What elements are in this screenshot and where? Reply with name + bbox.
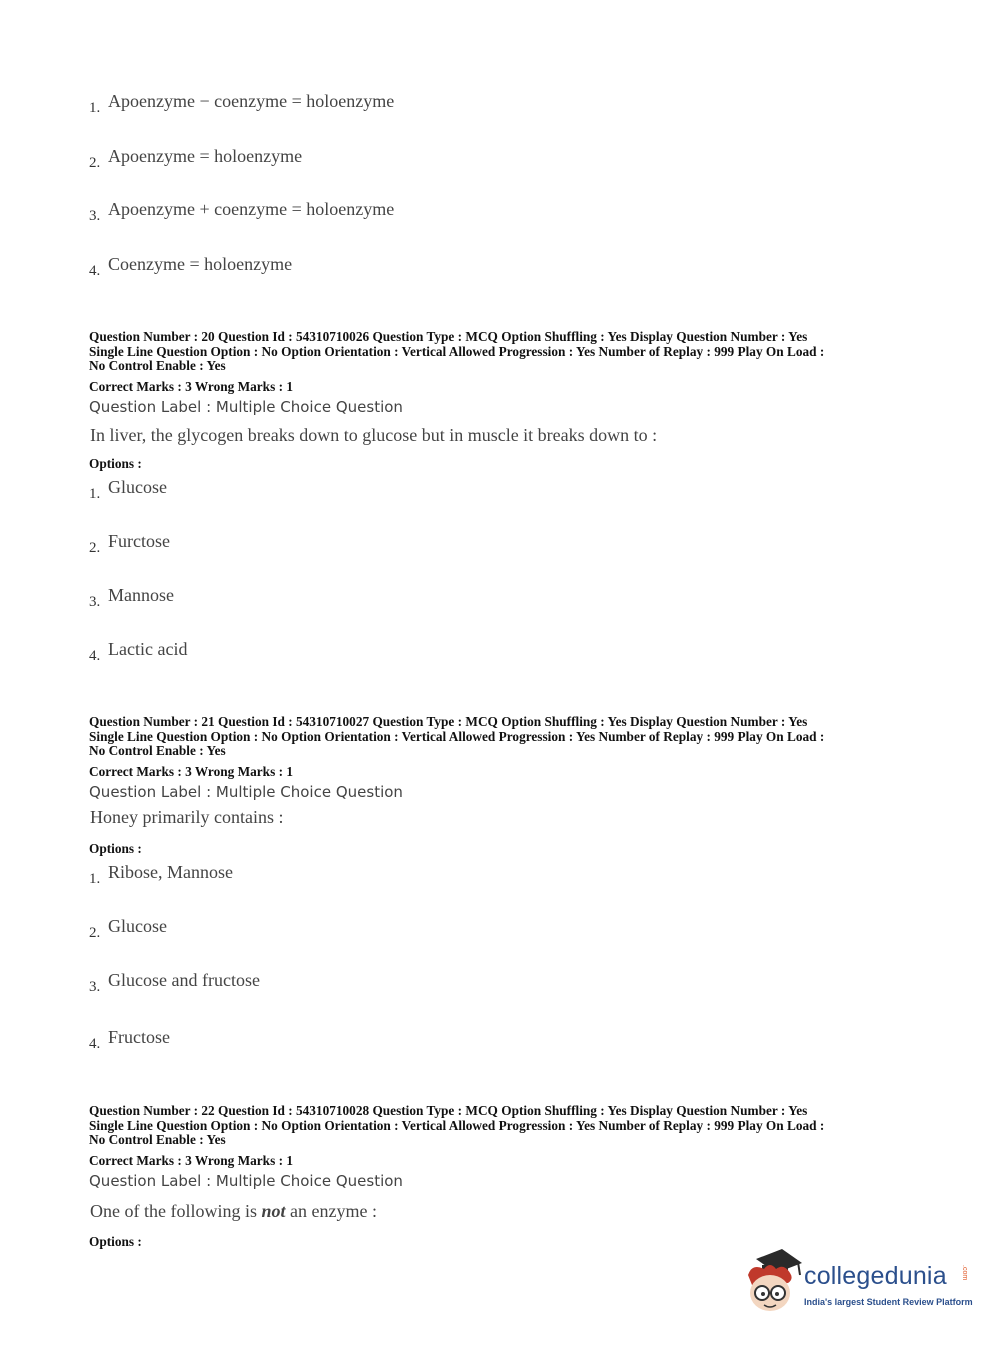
mascot-icon bbox=[742, 1249, 804, 1319]
question-text bbox=[90, 1201, 377, 1222]
options-heading: Options : bbox=[89, 841, 142, 856]
logo-com: .com bbox=[961, 1265, 968, 1281]
option-number: 2. bbox=[89, 155, 101, 171]
logo-tagline: India's largest Student Review Platform bbox=[804, 1297, 973, 1307]
question-metadata bbox=[89, 715, 919, 759]
option-number: 3. bbox=[89, 979, 101, 995]
option-text: Coenzyme = holoenzyme bbox=[108, 254, 293, 274]
question-label: Question Label : Multiple Choice Question bbox=[89, 1172, 403, 1190]
option-text: Apoenzyme + coenzyme = holoenzyme bbox=[108, 199, 395, 219]
meta-line: Single Line Question Option : No Option Orientation : Vertical Allowed Progression : Yes Number of Replay : 999 Play On Load : bbox=[89, 343, 825, 359]
option-number: 2. bbox=[89, 925, 101, 941]
option-text: Glucose and fructose bbox=[108, 970, 260, 990]
option-text: Ribose, Mannose bbox=[108, 862, 233, 882]
option-text: Lactic acid bbox=[108, 639, 188, 659]
meta-line: Question Number : 20 Question Id : 54310710026 Question Type : MCQ Option Shuffling : Yes Display Question Number : Yes bbox=[89, 329, 808, 344]
option-number: 1. bbox=[89, 871, 101, 887]
question-text-part: One of the following is bbox=[90, 1201, 262, 1221]
meta-line: No Control Enable : Yes bbox=[89, 358, 226, 374]
question-text: In liver, the glycogen breaks down to glucose but in muscle it breaks down to : bbox=[90, 425, 658, 445]
option-text: Apoenzyme − coenzyme = holoenzyme bbox=[108, 91, 395, 111]
question-metadata bbox=[89, 1104, 919, 1148]
option-text: Glucose bbox=[108, 477, 167, 497]
option-text: Mannose bbox=[108, 585, 174, 605]
marks-line: Correct Marks : 3 Wrong Marks : 1 bbox=[89, 764, 293, 779]
question-text-part: an enzyme : bbox=[285, 1201, 377, 1221]
marks-line: Correct Marks : 3 Wrong Marks : 1 bbox=[89, 379, 293, 394]
meta-line: Single Line Question Option : No Option Orientation : Vertical Allowed Progression : Yes Number of Replay : 999 Play On Load : bbox=[89, 1117, 825, 1133]
question-label: Question Label : Multiple Choice Question bbox=[89, 783, 403, 801]
question-text-emphasis: not bbox=[261, 1201, 286, 1221]
option-text: Fructose bbox=[108, 1027, 170, 1047]
option-number: 2. bbox=[89, 540, 101, 556]
collegedunia-logo bbox=[742, 1249, 972, 1319]
meta-line: No Control Enable : Yes bbox=[89, 743, 226, 759]
option-text: Apoenzyme = holoenzyme bbox=[108, 146, 303, 166]
meta-line: No Control Enable : Yes bbox=[89, 1132, 226, 1148]
question-metadata bbox=[89, 330, 919, 374]
meta-line: Single Line Question Option : No Option Orientation : Vertical Allowed Progression : Yes Number of Replay : 999 Play On Load : bbox=[89, 728, 825, 744]
option-number: 1. bbox=[89, 100, 101, 116]
logo-wordmark: collegedunia bbox=[804, 1262, 947, 1290]
option-text: Glucose bbox=[108, 916, 167, 936]
option-number: 3. bbox=[89, 594, 101, 610]
question-label: Question Label : Multiple Choice Question bbox=[89, 398, 403, 416]
option-number: 4. bbox=[89, 1036, 101, 1052]
marks-line: Correct Marks : 3 Wrong Marks : 1 bbox=[89, 1153, 293, 1168]
option-number: 1. bbox=[89, 486, 101, 502]
option-text: Furctose bbox=[108, 531, 170, 551]
options-heading: Options : bbox=[89, 456, 142, 471]
meta-line: Question Number : 21 Question Id : 54310710027 Question Type : MCQ Option Shuffling : Yes Display Question Number : Yes bbox=[89, 714, 808, 729]
option-number: 4. bbox=[89, 263, 101, 279]
question-text: Honey primarily contains : bbox=[90, 807, 284, 827]
option-number: 4. bbox=[89, 648, 101, 664]
options-heading: Options : bbox=[89, 1234, 142, 1249]
option-number: 3. bbox=[89, 208, 101, 224]
meta-line: Question Number : 22 Question Id : 54310710028 Question Type : MCQ Option Shuffling : Yes Display Question Number : Yes bbox=[89, 1103, 808, 1118]
